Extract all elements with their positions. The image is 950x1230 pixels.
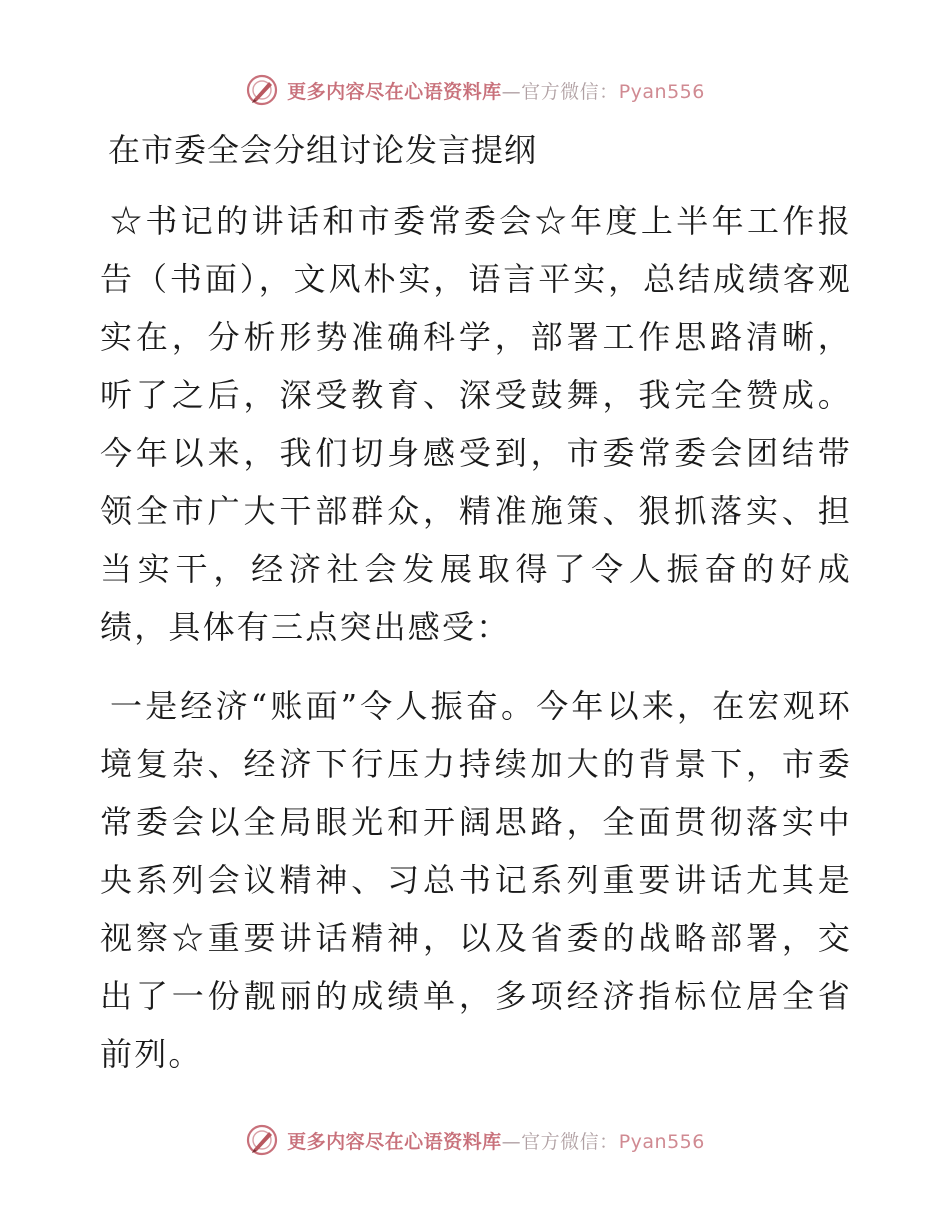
pen-logo-icon — [245, 1123, 279, 1157]
paragraph-2: 一是经济“账面”令人振奋。今年以来，在宏观环境复杂、经济下行压力持续加大的背景下，市委常委会以全局眼光和开阔思路，全面贯彻落实中央系列会议精神、习总书记系列重要讲话尤其是视察☆重要讲话精神，以及省委的战略部署，交出了一份靓丽的成绩单，多项经济指标位居全省前列。 — [100, 687, 852, 1073]
pen-logo-icon — [245, 73, 279, 107]
footer-watermark — [0, 1122, 950, 1158]
watermark-id: Pyan556 — [618, 1130, 705, 1153]
watermark-text — [287, 77, 705, 104]
paragraph-1: ☆书记的讲话和市委常委会☆年度上半年工作报告（书面），文风朴实，语言平实，总结成绩客观实在，分析形势准确科学，部署工作思路清晰，听了之后，深受教育、深受鼓舞，我完全赞成。今年以来，我们切身感受到，市委常委会团结带领全市广大干部群众，精准施策、狠抓落实、担当实干，经济社会发展取得了令人振奋的好成绩，具体有三点突出感受： — [100, 202, 852, 646]
document-title: 在市委全会分组讨论发言提纲 — [108, 131, 538, 169]
watermark-main: 更多内容尽在心语资料库 — [287, 1130, 502, 1153]
header-watermark — [0, 72, 950, 108]
watermark-sub: —官方微信： — [501, 80, 619, 103]
watermark-text — [287, 1127, 705, 1154]
watermark-sub: —官方微信： — [501, 1130, 619, 1153]
watermark-main: 更多内容尽在心语资料库 — [287, 80, 502, 103]
watermark-id: Pyan556 — [618, 80, 705, 103]
